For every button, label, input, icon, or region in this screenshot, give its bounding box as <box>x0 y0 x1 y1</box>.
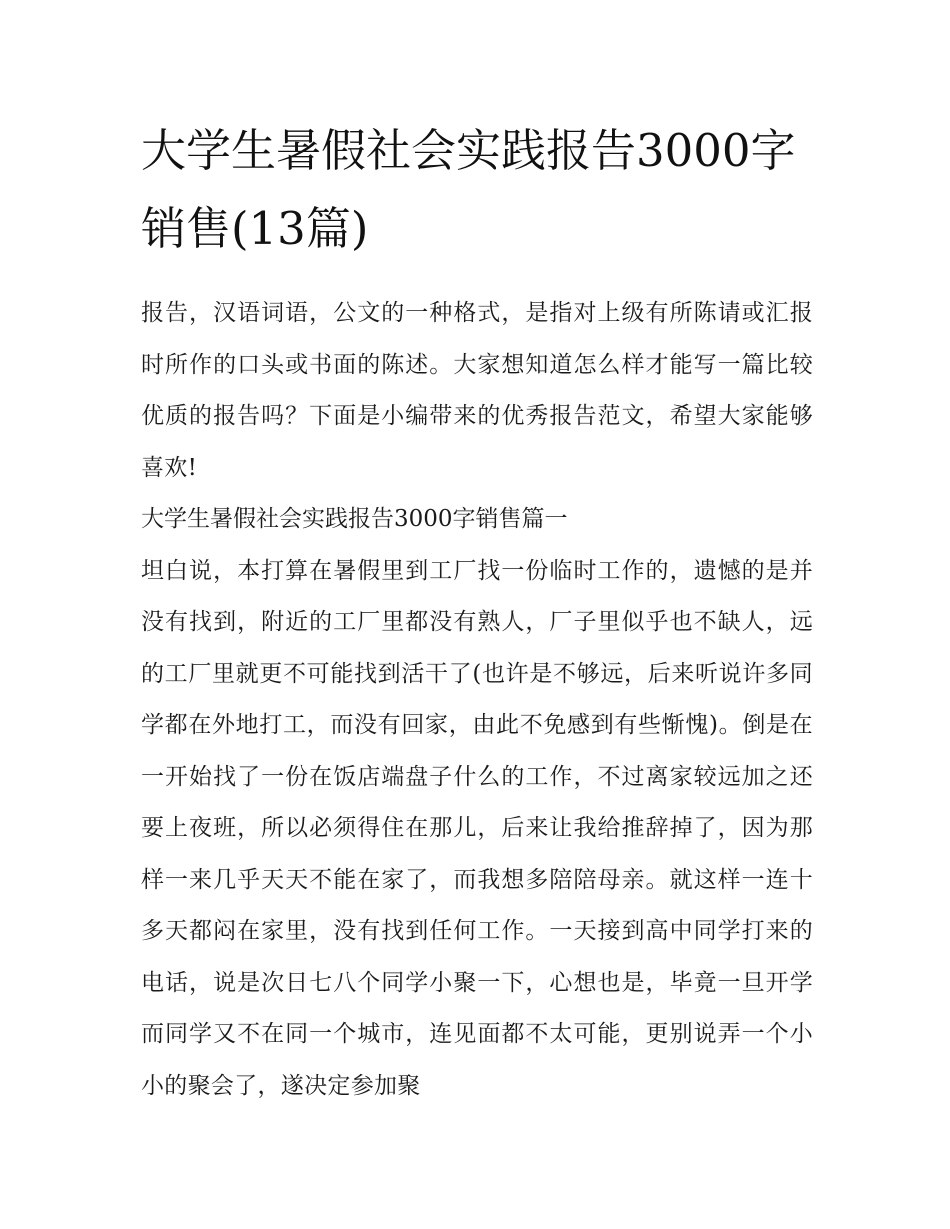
document-content <box>141 112 813 1112</box>
body-paragraph: 坦白说，本打算在暑假里到工厂找一份临时工作的，遗憾的是并没有找到，附近的工厂里都没有熟人，厂子里似乎也不缺人，远的工厂里就更不可能找到活干了(也许是不够远，后来听说许多同学都在外地打工，而没有回家，由此不免感到有些惭愧)。倒是在一开始找了一份在饭店端盘子什么的工作，不过离家较远加之还要上夜班，所以必须得住在那儿，后来让我给推辞掉了，因为那样一来几乎天天不能在家了，而我想多陪陪母亲。就这样一连十多天都闷在家里，没有找到任何工作。一天接到高中同学打来的电话，说是次日七八个同学小聚一下，心想也是，毕竟一旦开学而同学又不在同一个城市，连见面都不太可能，更别说弄一个小小的聚会了，遂决定参加聚 <box>141 557 813 1099</box>
document-title: 大学生暑假社会实践报告3000字销售(13篇) <box>141 124 796 255</box>
section-heading: 大学生暑假社会实践报告3000字销售篇一 <box>141 506 568 532</box>
intro-paragraph: 报告，汉语词语，公文的一种格式，是指对上级有所陈请或汇报时所作的口头或书面的陈述。大家想知道怎么样才能写一篇比较优质的报告吗？下面是小编带来的优秀报告范文，希望大家能够喜欢! <box>141 300 813 481</box>
